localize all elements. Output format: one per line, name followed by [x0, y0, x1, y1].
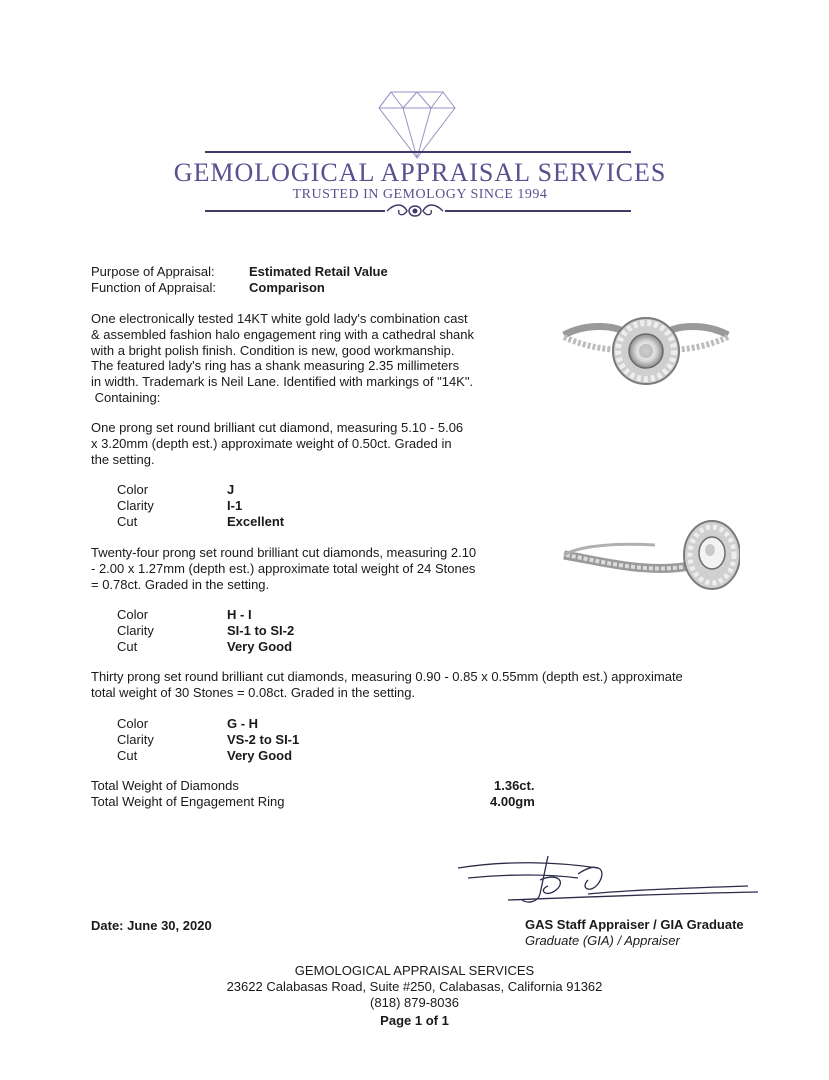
logo-rule-left	[205, 210, 385, 212]
purpose-label: Purpose of Appraisal:	[91, 264, 215, 279]
grade-label: Cut	[117, 639, 138, 654]
grade-label: Color	[117, 607, 149, 622]
ring-photo-side	[560, 515, 740, 610]
total-diamonds-label: Total Weight of Diamonds	[91, 778, 239, 793]
ring-photo-top	[556, 305, 736, 400]
appraisal-date: Date: June 30, 2020	[91, 918, 212, 933]
footer-company: GEMOLOGICAL APPRAISAL SERVICES	[294, 963, 535, 978]
grade-label: Clarity	[117, 623, 154, 638]
grade-value: Very Good	[227, 748, 293, 763]
grade-label: Clarity	[117, 732, 154, 747]
logo-rule-right	[445, 210, 631, 212]
grade-value: H - I	[227, 607, 252, 622]
company-tagline: TRUSTED IN GEMOLOGY SINCE 1994	[292, 187, 548, 202]
page-number: Page 1 of 1	[380, 1013, 449, 1028]
footer-address: 23622 Calabasas Road, Suite #250, Calabasas, California 91362	[226, 979, 603, 994]
stone-line: Thirty prong set round brilliant cut diamonds, measuring 0.90 - 0.85 x 0.55mm (depth est.) approximate	[91, 669, 683, 684]
stone-line: Twenty-four prong set round brilliant cut diamonds, measuring 2.10	[91, 545, 477, 560]
grade-value: VS-2 to SI-1	[227, 732, 300, 747]
description-line: with a bright polish finish. Condition is new, good workmanship.	[91, 342, 455, 358]
appraiser-title: GAS Staff Appraiser / GIA Graduate	[525, 917, 744, 932]
ring-description	[91, 311, 531, 406]
description-line: The featured lady's ring has a shank measuring 2.35 millimeters	[91, 358, 460, 374]
description-line: in width. Trademark is Neil Lane. Identified with markings of "14K".	[91, 374, 474, 390]
grade-value: J	[227, 482, 235, 497]
stone-1-description	[91, 420, 511, 467]
description-line: & assembled fashion halo engagement ring with a cathedral shank	[91, 326, 475, 342]
stone-line: - 2.00 x 1.27mm (depth est.) approximate total weight of 24 Stones	[91, 560, 476, 576]
appraiser-subtitle: Graduate (GIA) / Appraiser	[525, 933, 680, 948]
grade-value: I-1	[227, 498, 243, 513]
function-value: Comparison	[249, 280, 325, 295]
footer-phone: (818) 879-8036	[370, 995, 459, 1010]
description-line: One electronically tested 14KT white gold lady's combination cast	[91, 311, 468, 326]
stone-line: total weight of 30 Stones = 0.08ct. Graded in the setting.	[91, 684, 416, 700]
diamond-icon	[377, 88, 457, 160]
grade-value: G - H	[227, 716, 259, 731]
grade-label: Cut	[117, 514, 138, 529]
total-diamonds-value: 1.36ct.	[494, 778, 535, 793]
logo	[0, 0, 829, 230]
grade-label: Color	[117, 482, 149, 497]
total-ring-label: Total Weight of Engagement Ring	[91, 794, 285, 809]
company-title: GEMOLOGICAL APPRAISAL SERVICES	[173, 158, 667, 187]
description-line: Containing:	[91, 389, 161, 405]
flourish-icon	[385, 201, 445, 221]
signature	[448, 850, 768, 920]
stone-line: x 3.20mm (depth est.) approximate weight of 0.50ct. Graded in	[91, 435, 452, 451]
grade-value: Excellent	[227, 514, 285, 529]
grade-value: Very Good	[227, 639, 293, 654]
function-label: Function of Appraisal:	[91, 280, 217, 295]
stone-3-description	[91, 669, 771, 701]
total-ring-value: 4.00gm	[490, 794, 535, 809]
stone-2-description	[91, 545, 531, 592]
grade-label: Color	[117, 716, 149, 731]
stone-line: One prong set round brilliant cut diamond, measuring 5.10 - 5.06	[91, 420, 464, 435]
stone-line: the setting.	[91, 451, 155, 467]
grade-label: Clarity	[117, 498, 154, 513]
purpose-value: Estimated Retail Value	[249, 264, 388, 279]
grade-value: SI-1 to SI-2	[227, 623, 295, 638]
logo-rule-top	[205, 151, 631, 153]
grade-label: Cut	[117, 748, 138, 763]
stone-line: = 0.78ct. Graded in the setting.	[91, 576, 270, 592]
